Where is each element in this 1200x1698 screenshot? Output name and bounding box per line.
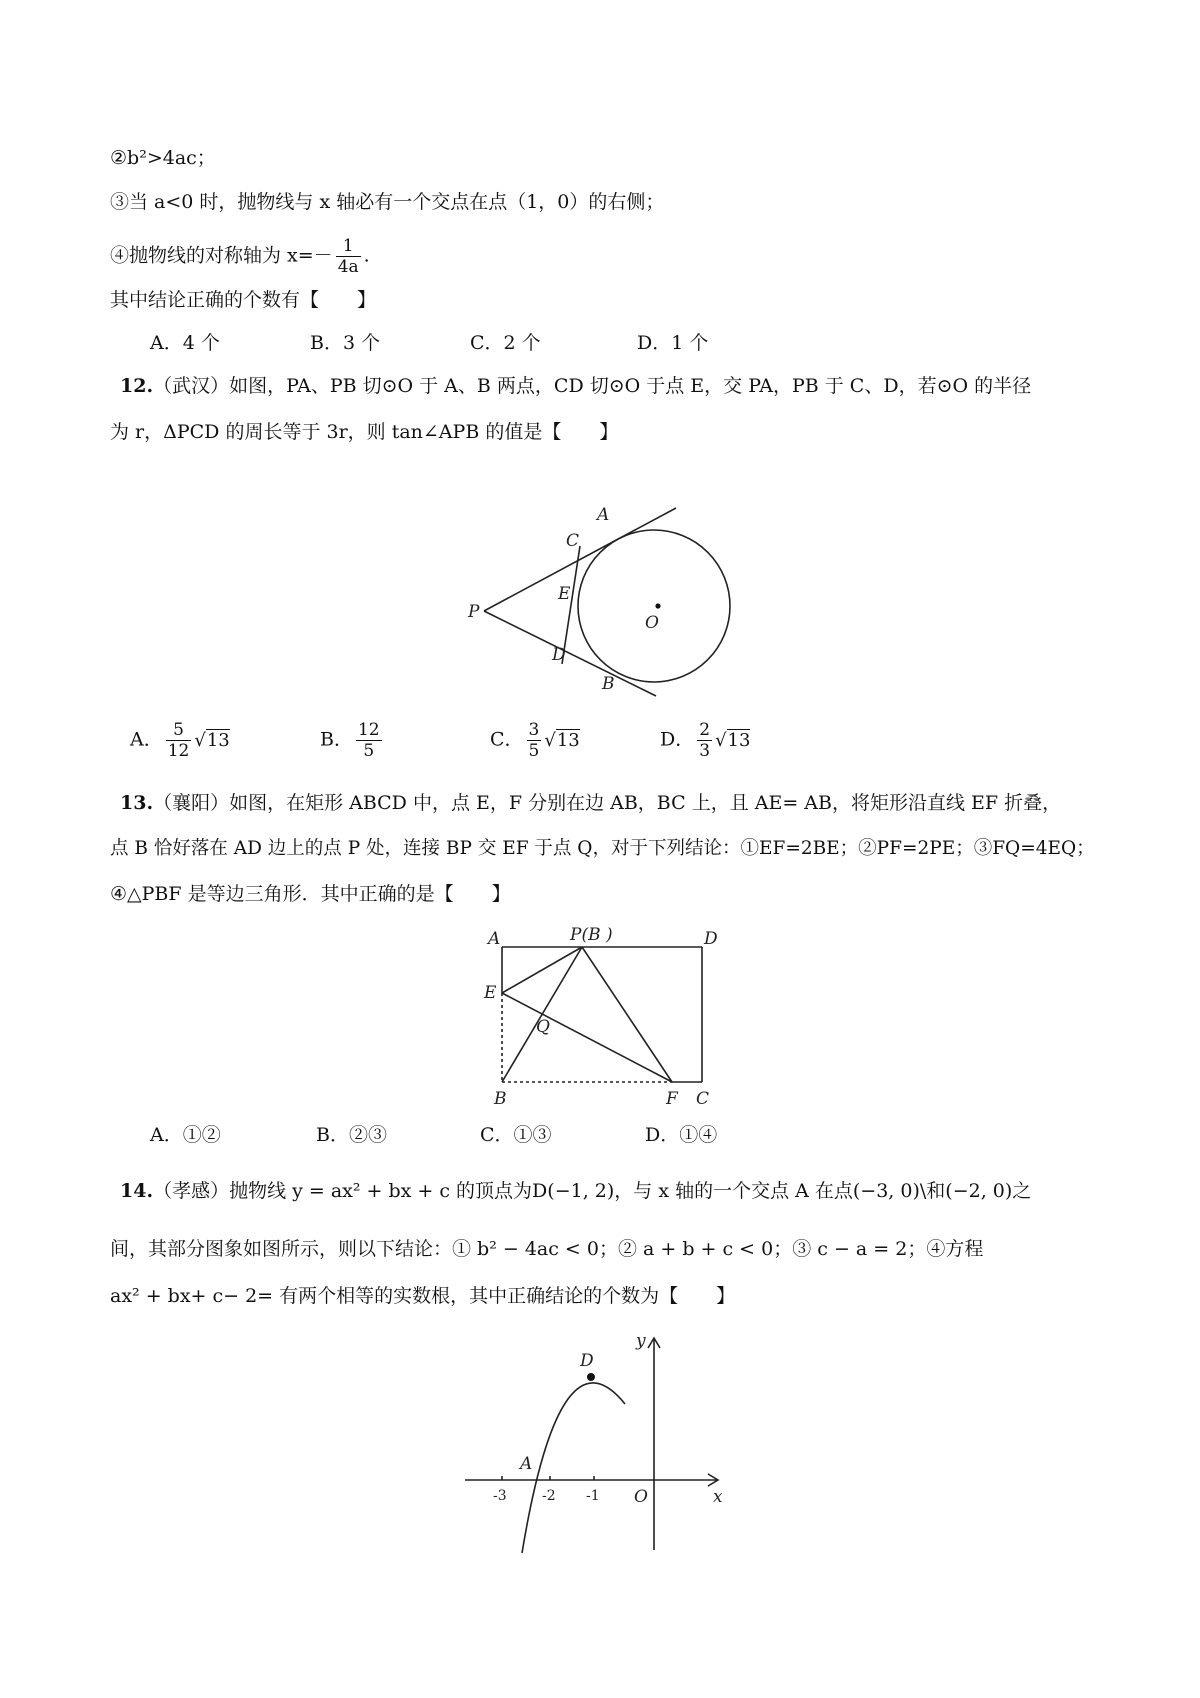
q12-option-a-letter: A． (130, 728, 163, 751)
q12-option-b-letter: B． (320, 728, 353, 751)
q12-option-a-radicand: 13 (206, 729, 230, 751)
q12-option-c-num: 3 (528, 720, 540, 740)
q13-number: 13. (120, 792, 154, 814)
q11-statement-2: ②b²>4ac； (110, 147, 216, 169)
q11-fraction-denominator: 4a (337, 257, 359, 277)
q12-option-c (490, 720, 580, 761)
q12-option-d-letter: D． (660, 728, 695, 751)
q12-label-a: A (597, 505, 610, 525)
q14-parabola (522, 1383, 625, 1553)
q13-label-d: D (704, 929, 718, 949)
q13-option-c: C．①③ (480, 1124, 552, 1146)
q12-tangent-pb (484, 611, 656, 696)
q12-option-c-den: 5 (528, 741, 540, 761)
q11-statement-4-prefix: ④抛物线的对称轴为 x=－ (110, 244, 333, 267)
q12-option-b (320, 720, 385, 761)
q13-option-b: B．②③ (316, 1124, 387, 1146)
q13-option-d: D．①④ (645, 1124, 718, 1146)
q12-option-d-fraction (697, 720, 712, 761)
q12-option-d-den: 3 (699, 741, 711, 761)
q13-label-a: A (488, 929, 501, 949)
q12-line-2: 为 r，ΔPCD 的周长等于 3r，则 tan∠APB 的值是【 】 (110, 421, 619, 443)
q11-question: 其中结论正确的个数有【 】 (110, 289, 377, 311)
q12-option-d (660, 720, 750, 761)
q14-text-1: （孝感）抛物线 y = ax² + bx + c 的顶点为D(−1, 2)，与 x 轴的一个交点 A 在点(−3, 0)\和(−2, 0)之 (153, 1180, 1032, 1202)
q11-option-b: B．3 个 (310, 332, 381, 354)
q12-option-c-letter: C． (490, 728, 524, 751)
q12-option-a-fraction (166, 720, 192, 761)
q13-segment-bp (502, 947, 582, 1082)
q11-fraction-numerator: 1 (342, 236, 354, 256)
q14-vertex-dot (587, 1373, 595, 1381)
q14-label-o: O (634, 1487, 648, 1507)
q14-label-y: y (636, 1331, 646, 1351)
q12-option-c-sqrt: √13 (544, 729, 580, 751)
q12-option-b-fraction (356, 720, 382, 761)
q12-option-b-den: 5 (356, 740, 382, 761)
q13-label-c: C (696, 1089, 710, 1109)
q12-label-c: C (566, 531, 580, 551)
q14-label-d: D (580, 1351, 594, 1371)
q12-option-a-den: 12 (167, 741, 190, 761)
q13-label-b: B (494, 1089, 507, 1109)
q11-statement-3: ③当 a<0 时，抛物线与 x 轴必有一个交点在点（1，0）的右侧； (110, 191, 665, 213)
q14-tick-label-minus2: -2 (542, 1488, 556, 1504)
q14-line-3: ax² + bx+ c− 2= 有两个相等的实数根，其中正确结论的个数为【 】 (110, 1285, 736, 1307)
q14-tick-label-minus3: -3 (493, 1488, 507, 1504)
q12-label-d: D (552, 645, 566, 665)
q12-label-o: O (645, 613, 659, 633)
q13-label-pb: P(B ) (570, 925, 613, 945)
q12-number: 12. (120, 375, 154, 397)
q14-tick-label-minus1: -1 (586, 1488, 600, 1504)
q13-text-1: （襄阳）如图，在矩形 ABCD 中，点 E，F 分别在边 AB，BC 上，且 AE= AB，将矩形沿直线 EF 折叠， (153, 792, 1062, 814)
q12-option-c-fraction (527, 720, 542, 761)
q12-center-dot (655, 603, 660, 608)
q12-label-p: P (468, 602, 480, 622)
q13-line-3: ④△PBF 是等边三角形．其中正确的是【 】 (110, 883, 511, 905)
q14-label-x: x (713, 1487, 723, 1507)
q14-number: 14. (120, 1180, 154, 1202)
q12-option-a (130, 720, 230, 761)
q12-option-a-num: 5 (173, 720, 184, 740)
q13-line-2: 点 B 恰好落在 AD 边上的点 P 处，连接 BP 交 EF 于点 Q，对于下列结论：①EF=2BE；②PF=2PE；③FQ=4EQ； (110, 838, 1095, 859)
q13-option-a: A．①② (150, 1124, 221, 1146)
q11-option-c: C．2 个 (470, 332, 541, 354)
q13-figure (480, 922, 730, 1112)
q14-figure (460, 1328, 740, 1558)
q11-axis-fraction (336, 236, 361, 277)
q13-label-f: F (666, 1089, 678, 1109)
q12-option-d-num: 2 (699, 720, 711, 740)
q13-segment-pe (502, 947, 582, 993)
q12-option-c-radicand: 13 (556, 729, 580, 751)
q11-statement-4 (110, 236, 370, 277)
q12-option-d-radicand: 13 (727, 729, 751, 751)
q11-statement-4-suffix: . (363, 244, 370, 267)
q12-circle (578, 530, 730, 682)
q12-line-1 (120, 374, 1031, 398)
q12-option-d-sqrt: √13 (715, 729, 751, 751)
q11-option-a: A．4 个 (150, 332, 220, 354)
q14-line-1 (120, 1179, 1031, 1203)
q13-label-e: E (484, 983, 497, 1003)
q13-segment-pf (582, 947, 672, 1082)
q12-text-1: （武汉）如图，PA、PB 切⊙O 于 A、B 两点，CD 切⊙O 于点 E，交 PA，PB 于 C、D，若⊙O 的半径 (153, 375, 1032, 397)
q14-line-2: 间，其部分图象如图所示，则以下结论：① b² − 4ac < 0；② a + b + c < 0；③ c − a = 2；④方程 (110, 1238, 984, 1260)
q11-option-d: D．1 个 (637, 332, 709, 354)
q12-option-a-sqrt: √13 (194, 729, 230, 751)
q14-label-a: A (520, 1454, 533, 1474)
q12-figure (470, 496, 740, 706)
q13-label-q: Q (536, 1017, 550, 1037)
q12-tangent-pa (484, 508, 676, 611)
q12-label-b: B (602, 674, 615, 694)
q12-option-b-num: 12 (357, 720, 380, 740)
q12-label-e: E (558, 584, 571, 604)
q13-line-1 (120, 791, 1061, 815)
